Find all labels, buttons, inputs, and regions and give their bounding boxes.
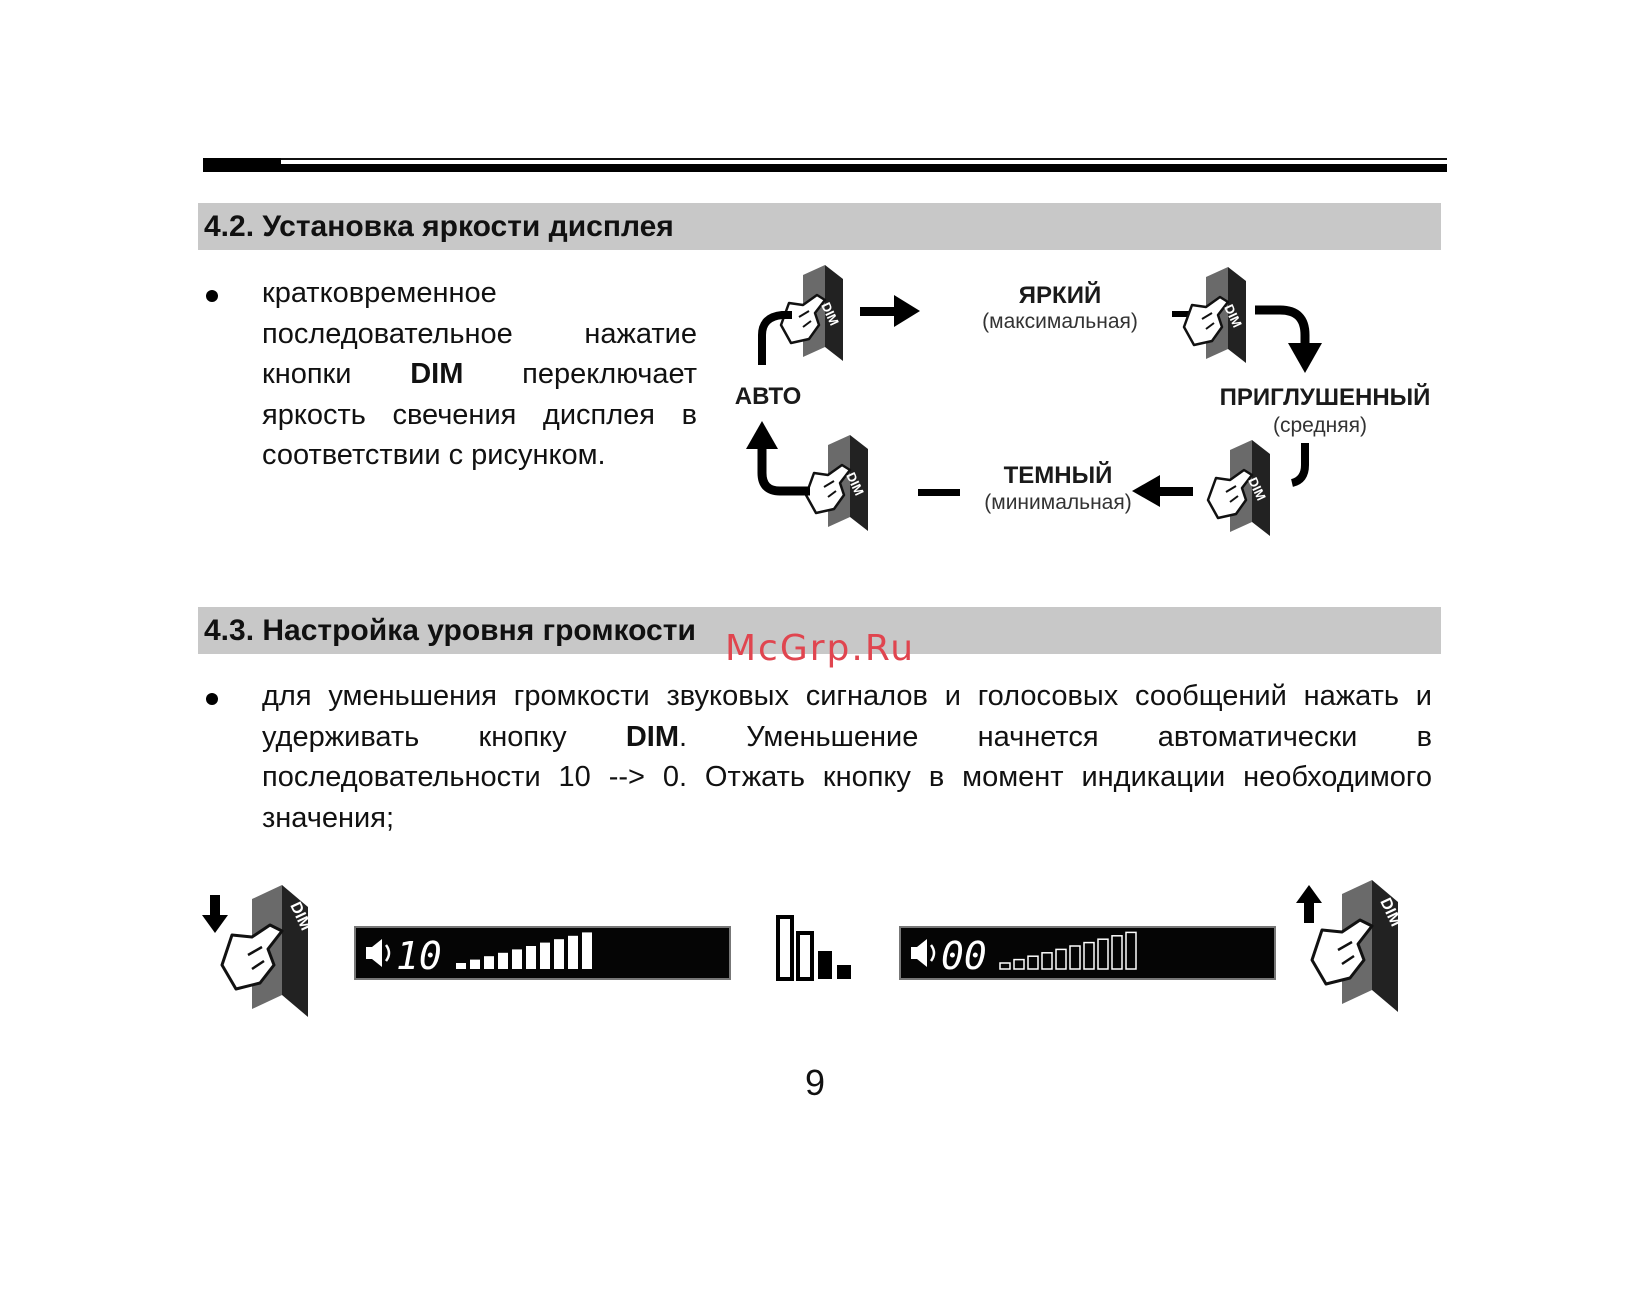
- volume-illustration: [200, 875, 1450, 1020]
- level-bar: [568, 936, 578, 969]
- muted-label: ПРИГЛУШЕННЫЙ: [1219, 384, 1431, 411]
- brightness-cycle-diagram: [720, 265, 1450, 555]
- level-bar: [484, 956, 494, 969]
- volume-paragraph: [262, 676, 1432, 838]
- level-bar: [526, 946, 536, 969]
- bright-label: ЯРКИЙ: [1018, 282, 1102, 309]
- arrow-down-icon: [202, 895, 228, 933]
- dim-label-1: DIM: [818, 299, 842, 328]
- arrow-up-icon: [1296, 885, 1322, 923]
- lcd-display-end: [900, 927, 1275, 979]
- section-title-brightness: 4.2. Установка яркости дисплея: [198, 203, 1441, 250]
- dim-label-4: DIM: [843, 469, 867, 498]
- arrow-right-icon: [860, 295, 920, 327]
- lcd-display-start: [355, 927, 730, 979]
- bullet-icon-2: [206, 693, 218, 705]
- arrow-curve-up-icon: [746, 421, 810, 491]
- dim-label-6: DIM: [1376, 895, 1405, 930]
- header-rule-notch: [203, 158, 281, 172]
- dim-label-3: DIM: [1245, 474, 1269, 503]
- brightness-text-after: переключает яркость свечения дисплея в соответствии с рисунком.: [262, 358, 697, 471]
- dim-label-2: DIM: [1221, 301, 1245, 330]
- auto-label: АВТО: [734, 383, 802, 410]
- decreasing-bars-icon: [778, 917, 851, 979]
- bullet-icon: [206, 290, 218, 302]
- level-bar: [512, 949, 522, 969]
- level-bar: [498, 953, 508, 969]
- dim-button-name-2: DIM: [625, 720, 679, 753]
- brightness-text-before: кратковременное последовательное нажатие кнопки: [262, 277, 697, 390]
- arrow-left-icon: [1132, 475, 1193, 507]
- connector-curve-right: [1292, 443, 1305, 483]
- muted-sublabel: (средняя): [1273, 414, 1367, 437]
- dim-label-5: DIM: [286, 899, 315, 934]
- header-rule-thick: [203, 164, 1447, 172]
- level-bar: [554, 939, 564, 969]
- dim-button-name: DIM: [410, 358, 464, 390]
- level-bar: [456, 963, 466, 969]
- level-bar: [540, 943, 550, 969]
- level-bar: [582, 932, 592, 969]
- volume-text-after: . Уменьшение начнется автоматически в последовательности 10 --> 0. Отжать кнопку в момент индикации необходимого значения;: [262, 720, 1432, 834]
- bright-sublabel: (максимальная): [982, 310, 1138, 333]
- level-bar: [470, 960, 480, 969]
- dark-label: ТЕМНЫЙ: [1003, 462, 1113, 489]
- volume-text-before: для уменьшения громкости звуковых сигналов и голосовых сообщений нажать и удерживать кнопку: [262, 680, 1432, 753]
- watermark: McGrp.Ru: [725, 628, 916, 669]
- connector-dash-2: [918, 489, 960, 496]
- lcd-value-start: 10: [396, 934, 442, 978]
- brightness-paragraph: [262, 273, 697, 476]
- lcd-value-end: 00: [941, 934, 987, 978]
- page-number: 9: [805, 1062, 826, 1103]
- section-title-volume: 4.3. Настройка уровня громкости: [198, 607, 1441, 654]
- header-rule-thin: [203, 158, 1447, 160]
- dark-sublabel: (минимальная): [984, 491, 1132, 514]
- arrow-curve-down-icon: [1255, 310, 1322, 373]
